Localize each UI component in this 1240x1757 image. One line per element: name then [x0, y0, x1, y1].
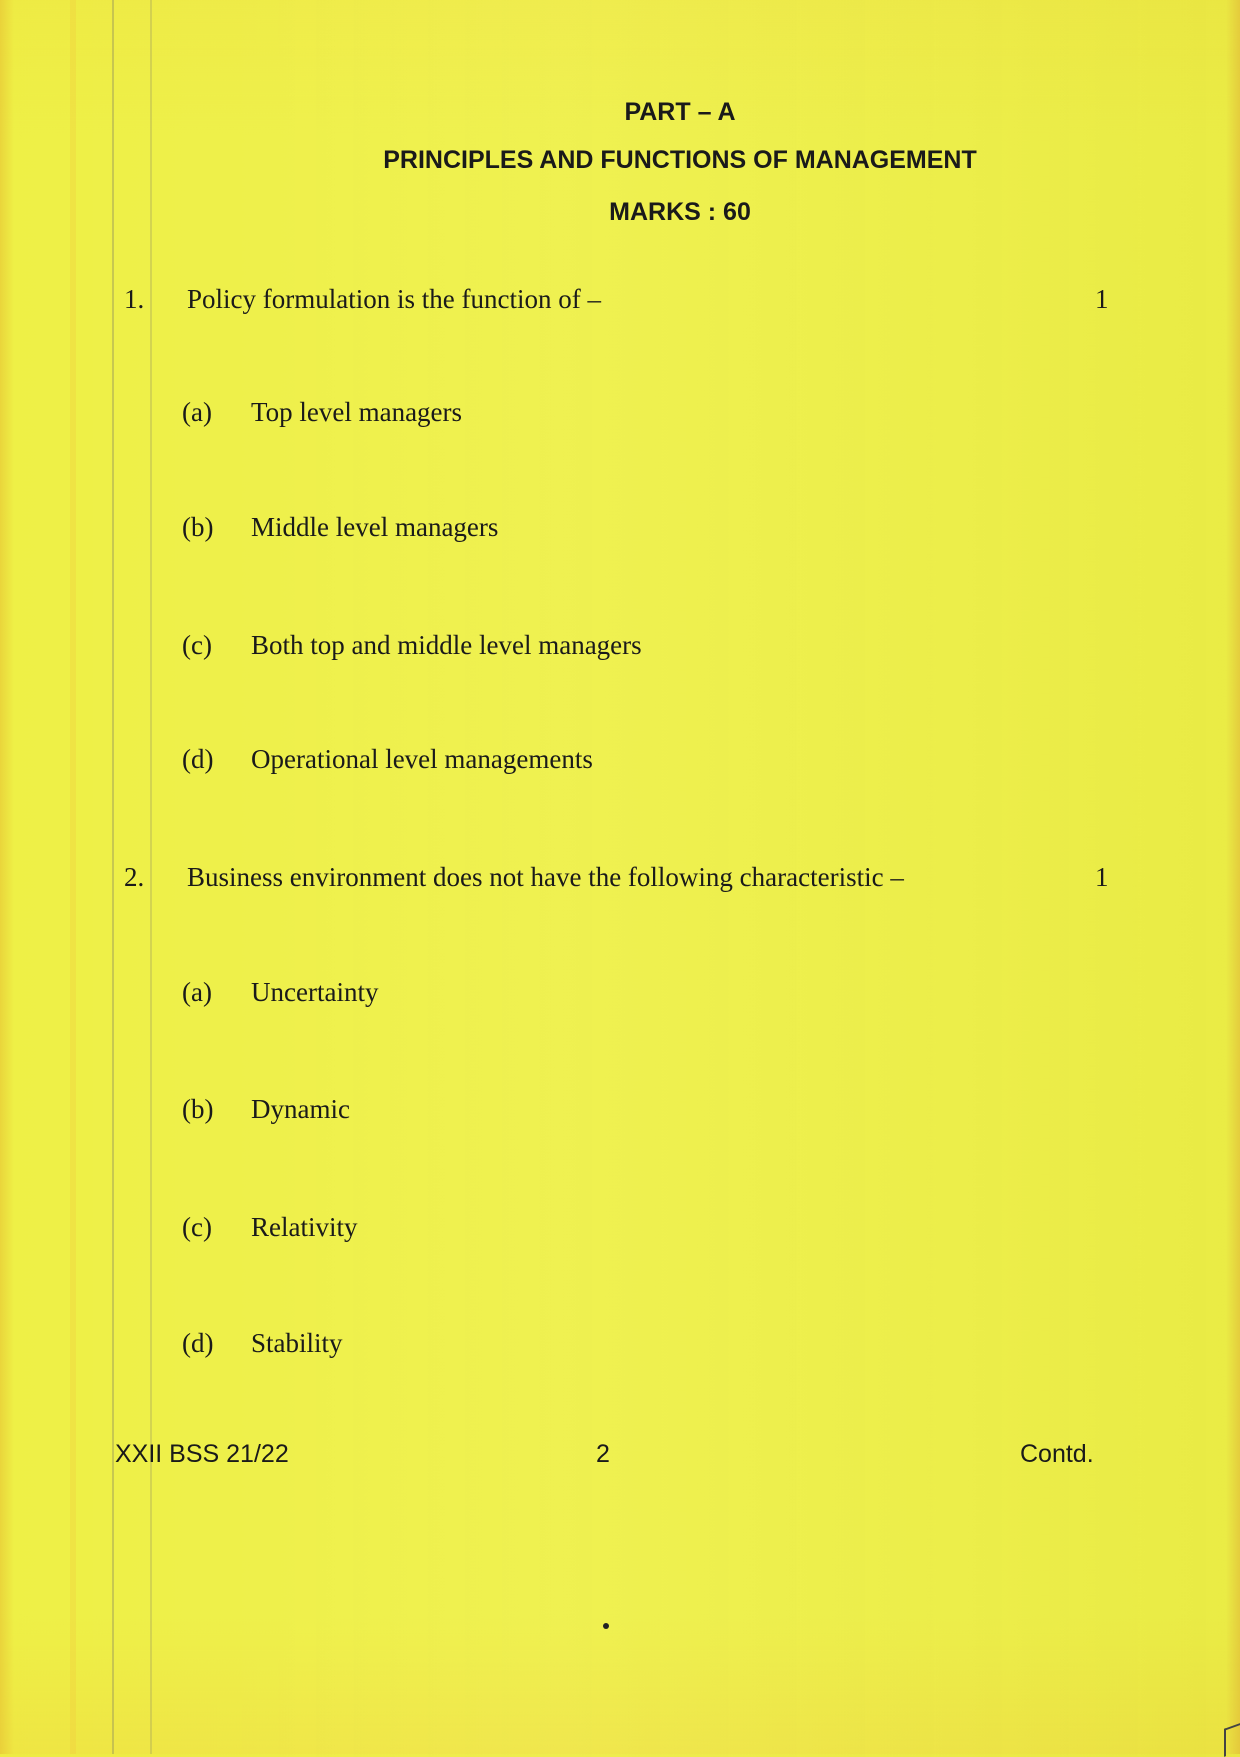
option-text: Stability — [251, 1328, 343, 1358]
option-letter: (a) — [182, 397, 212, 427]
option-letter: (d) — [182, 1328, 214, 1358]
part-heading: PART – A — [624, 98, 736, 126]
option-letter: (d) — [182, 744, 214, 774]
question-marks: 1 — [1095, 862, 1109, 892]
option-text: Top level managers — [251, 397, 463, 427]
option-text: Both top and middle level managers — [251, 630, 642, 660]
page-number: 2 — [596, 1440, 610, 1468]
option-letter: (a) — [182, 977, 212, 1007]
continued-label: Contd. — [1020, 1440, 1094, 1468]
subject-heading: PRINCIPLES AND FUNCTIONS OF MANAGEMENT — [383, 146, 977, 174]
left-edge-shade — [0, 0, 14, 1754]
question-marks: 1 — [1095, 284, 1109, 314]
corner-mark — [1224, 1723, 1240, 1757]
paper-streak — [70, 0, 76, 1754]
question-number: 1. — [124, 284, 145, 314]
option-text: Middle level managers — [251, 512, 499, 542]
right-edge-shade — [1226, 0, 1240, 1754]
option-letter: (b) — [182, 512, 214, 542]
margin-fold-line — [112, 0, 114, 1754]
option-letter: (c) — [182, 1212, 212, 1242]
option-text: Dynamic — [251, 1094, 350, 1124]
paper-code: XXII BSS 21/22 — [115, 1440, 289, 1468]
question-text: Business environment does not have the following characteristic – — [187, 862, 904, 892]
margin-fold-line-inner — [150, 0, 152, 1754]
question-number: 2. — [124, 862, 145, 892]
question-text: Policy formulation is the function of – — [187, 284, 601, 314]
total-marks-heading: MARKS : 60 — [609, 198, 751, 226]
option-text: Operational level managements — [251, 744, 593, 774]
option-text: Uncertainty — [251, 977, 379, 1007]
option-letter: (b) — [182, 1094, 214, 1124]
option-letter: (c) — [182, 630, 212, 660]
option-text: Relativity — [251, 1212, 358, 1242]
ink-speck — [603, 1623, 609, 1629]
